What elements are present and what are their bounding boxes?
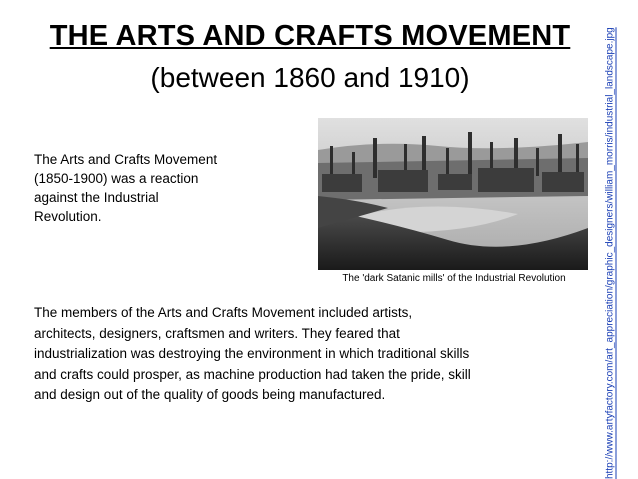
industrial-landscape-photo bbox=[318, 118, 588, 270]
body-paragraph: The members of the Arts and Crafts Movement included artists, architects, designers, craftsmen and writers. They feared that industrialization was destroying the environment in which traditional skills and crafts could prosper, as machine production had taken the pride, skill and design out of the quality of goods being manufactured. bbox=[34, 305, 471, 402]
photo-drawing bbox=[318, 118, 588, 270]
source-url-link[interactable]: http://www.artyfactory.com/art_appreciation/graphic_designers/william_morris/industrial_landscape.jpg bbox=[604, 27, 616, 479]
slide-subtitle: (between 1860 and 1910) bbox=[150, 62, 470, 93]
photo-caption: The 'dark Satanic mills' of the Industrial Revolution bbox=[342, 273, 566, 284]
intro-text: The Arts and Crafts Movement (1850-1900) was a reaction against the Industrial Revolution. bbox=[34, 152, 218, 224]
slide-title: THE ARTS AND CRAFTS MOVEMENT bbox=[49, 20, 571, 52]
